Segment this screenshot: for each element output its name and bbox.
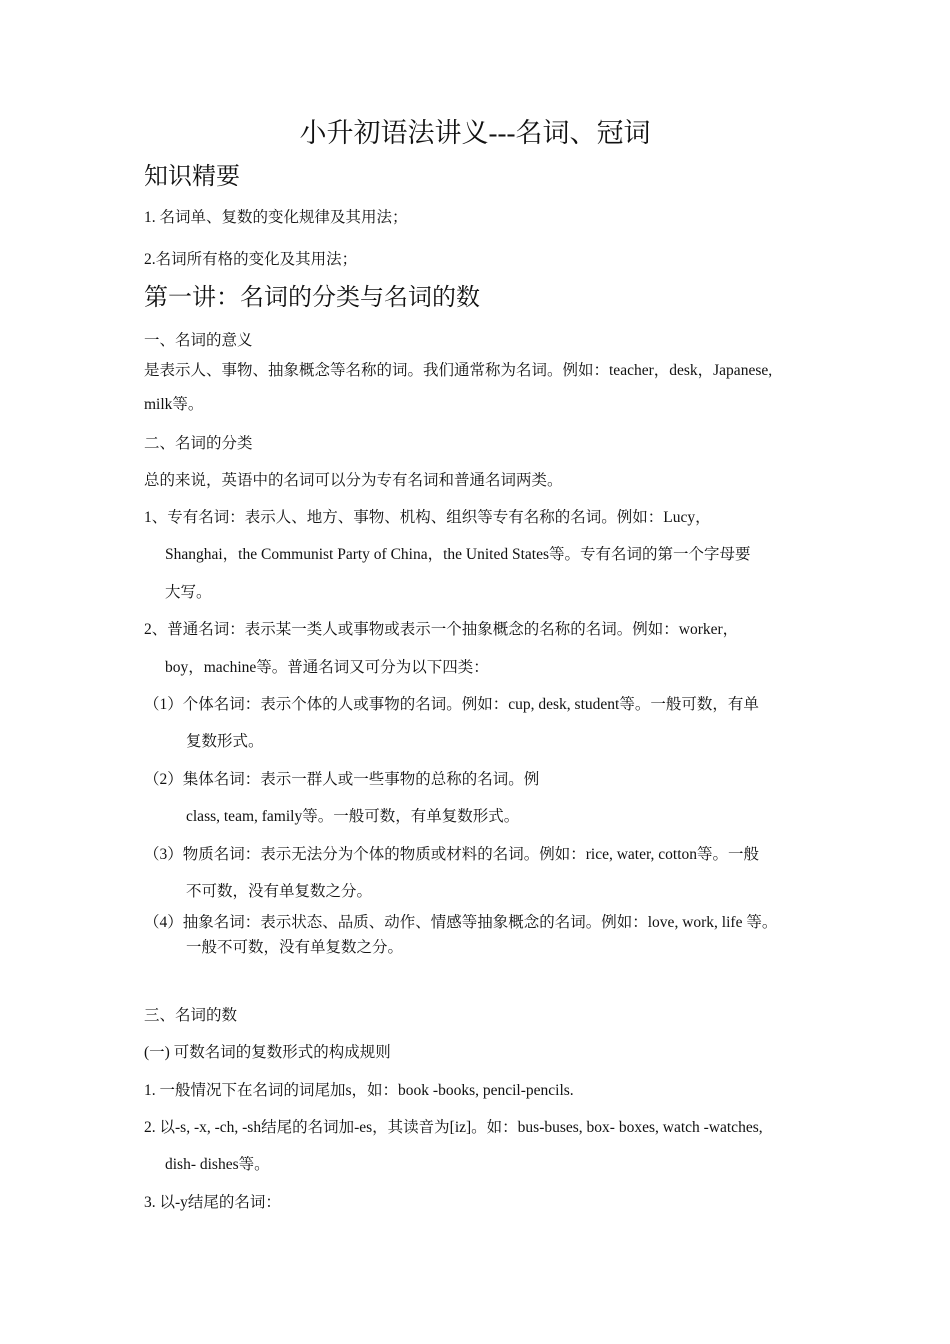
meaning-line: 是表示人、事物、抽象概念等名称的词。我们通常称为名词。例如：teacher，desk，Japanese, xyxy=(144,362,773,379)
document-title: 小升初语法讲义---名词、冠词 xyxy=(299,118,651,148)
individual-noun-line: （1）个体名词：表示个体的人或事物的名词。例如：cup, desk, student等。一般可数，有单 xyxy=(144,696,759,713)
meaning-line: milk等。 xyxy=(144,396,204,413)
plural-rule-2: 2. 以-s, -x, -ch, -sh结尾的名词加-es，其读音为[iz]。如：bus-buses, box- boxes, watch -watches, xyxy=(144,1119,763,1136)
individual-noun-line: 复数形式。 xyxy=(186,733,264,750)
meaning-heading: 一、名词的意义 xyxy=(144,332,253,349)
classification-intro: 总的来说，英语中的名词可以分为专有名词和普通名词两类。 xyxy=(144,472,563,489)
proper-noun-line: 1、专有名词：表示人、地方、事物、机构、组织等专有名称的名词。例如：Lucy， xyxy=(144,509,711,526)
plural-rule-2: dish- dishes等。 xyxy=(165,1156,270,1173)
plural-rule-1: 1. 一般情况下在名词的词尾加s，如：book -books, pencil-pencils. xyxy=(144,1082,574,1099)
key-point-item: 2.名词所有格的变化及其用法； xyxy=(144,251,358,268)
number-subheading: (一) 可数名词的复数形式的构成规则 xyxy=(144,1044,391,1061)
classification-heading: 二、名词的分类 xyxy=(144,435,253,452)
material-noun-line: 不可数，没有单复数之分。 xyxy=(186,883,373,900)
proper-noun-line: Shanghai，the Communist Party of China，the United States等。专有名词的第一个字母要 xyxy=(165,546,751,563)
collective-noun-line: class, team, family等。一般可数，有单复数形式。 xyxy=(186,808,520,825)
collective-noun-line: （2）集体名词：表示一群人或一些事物的总称的名词。例 xyxy=(144,771,540,788)
abstract-noun-line: （4）抽象名词：表示状态、品质、动作、情感等抽象概念的名词。例如：love, work, life 等。 xyxy=(144,914,778,931)
abstract-noun-line: 一般不可数，没有单复数之分。 xyxy=(186,939,404,956)
plural-rule-3: 3. 以-y结尾的名词： xyxy=(144,1194,281,1211)
number-heading: 三、名词的数 xyxy=(144,1007,238,1024)
common-noun-line: boy，machine等。普通名词又可分为以下四类： xyxy=(165,659,489,676)
lecture1-heading: 第一讲：名词的分类与名词的数 xyxy=(144,285,480,311)
common-noun-line: 2、普通名词：表示某一类人或事物或表示一个抽象概念的名称的名词。例如：worker， xyxy=(144,621,739,638)
material-noun-line: （3）物质名词：表示无法分为个体的物质或材料的名词。例如：rice, water, cotton等。一般 xyxy=(144,846,760,863)
key-point-item: 1. 名词单、复数的变化规律及其用法； xyxy=(144,209,408,226)
key-points-heading: 知识精要 xyxy=(144,164,240,190)
proper-noun-line: 大写。 xyxy=(165,584,212,601)
